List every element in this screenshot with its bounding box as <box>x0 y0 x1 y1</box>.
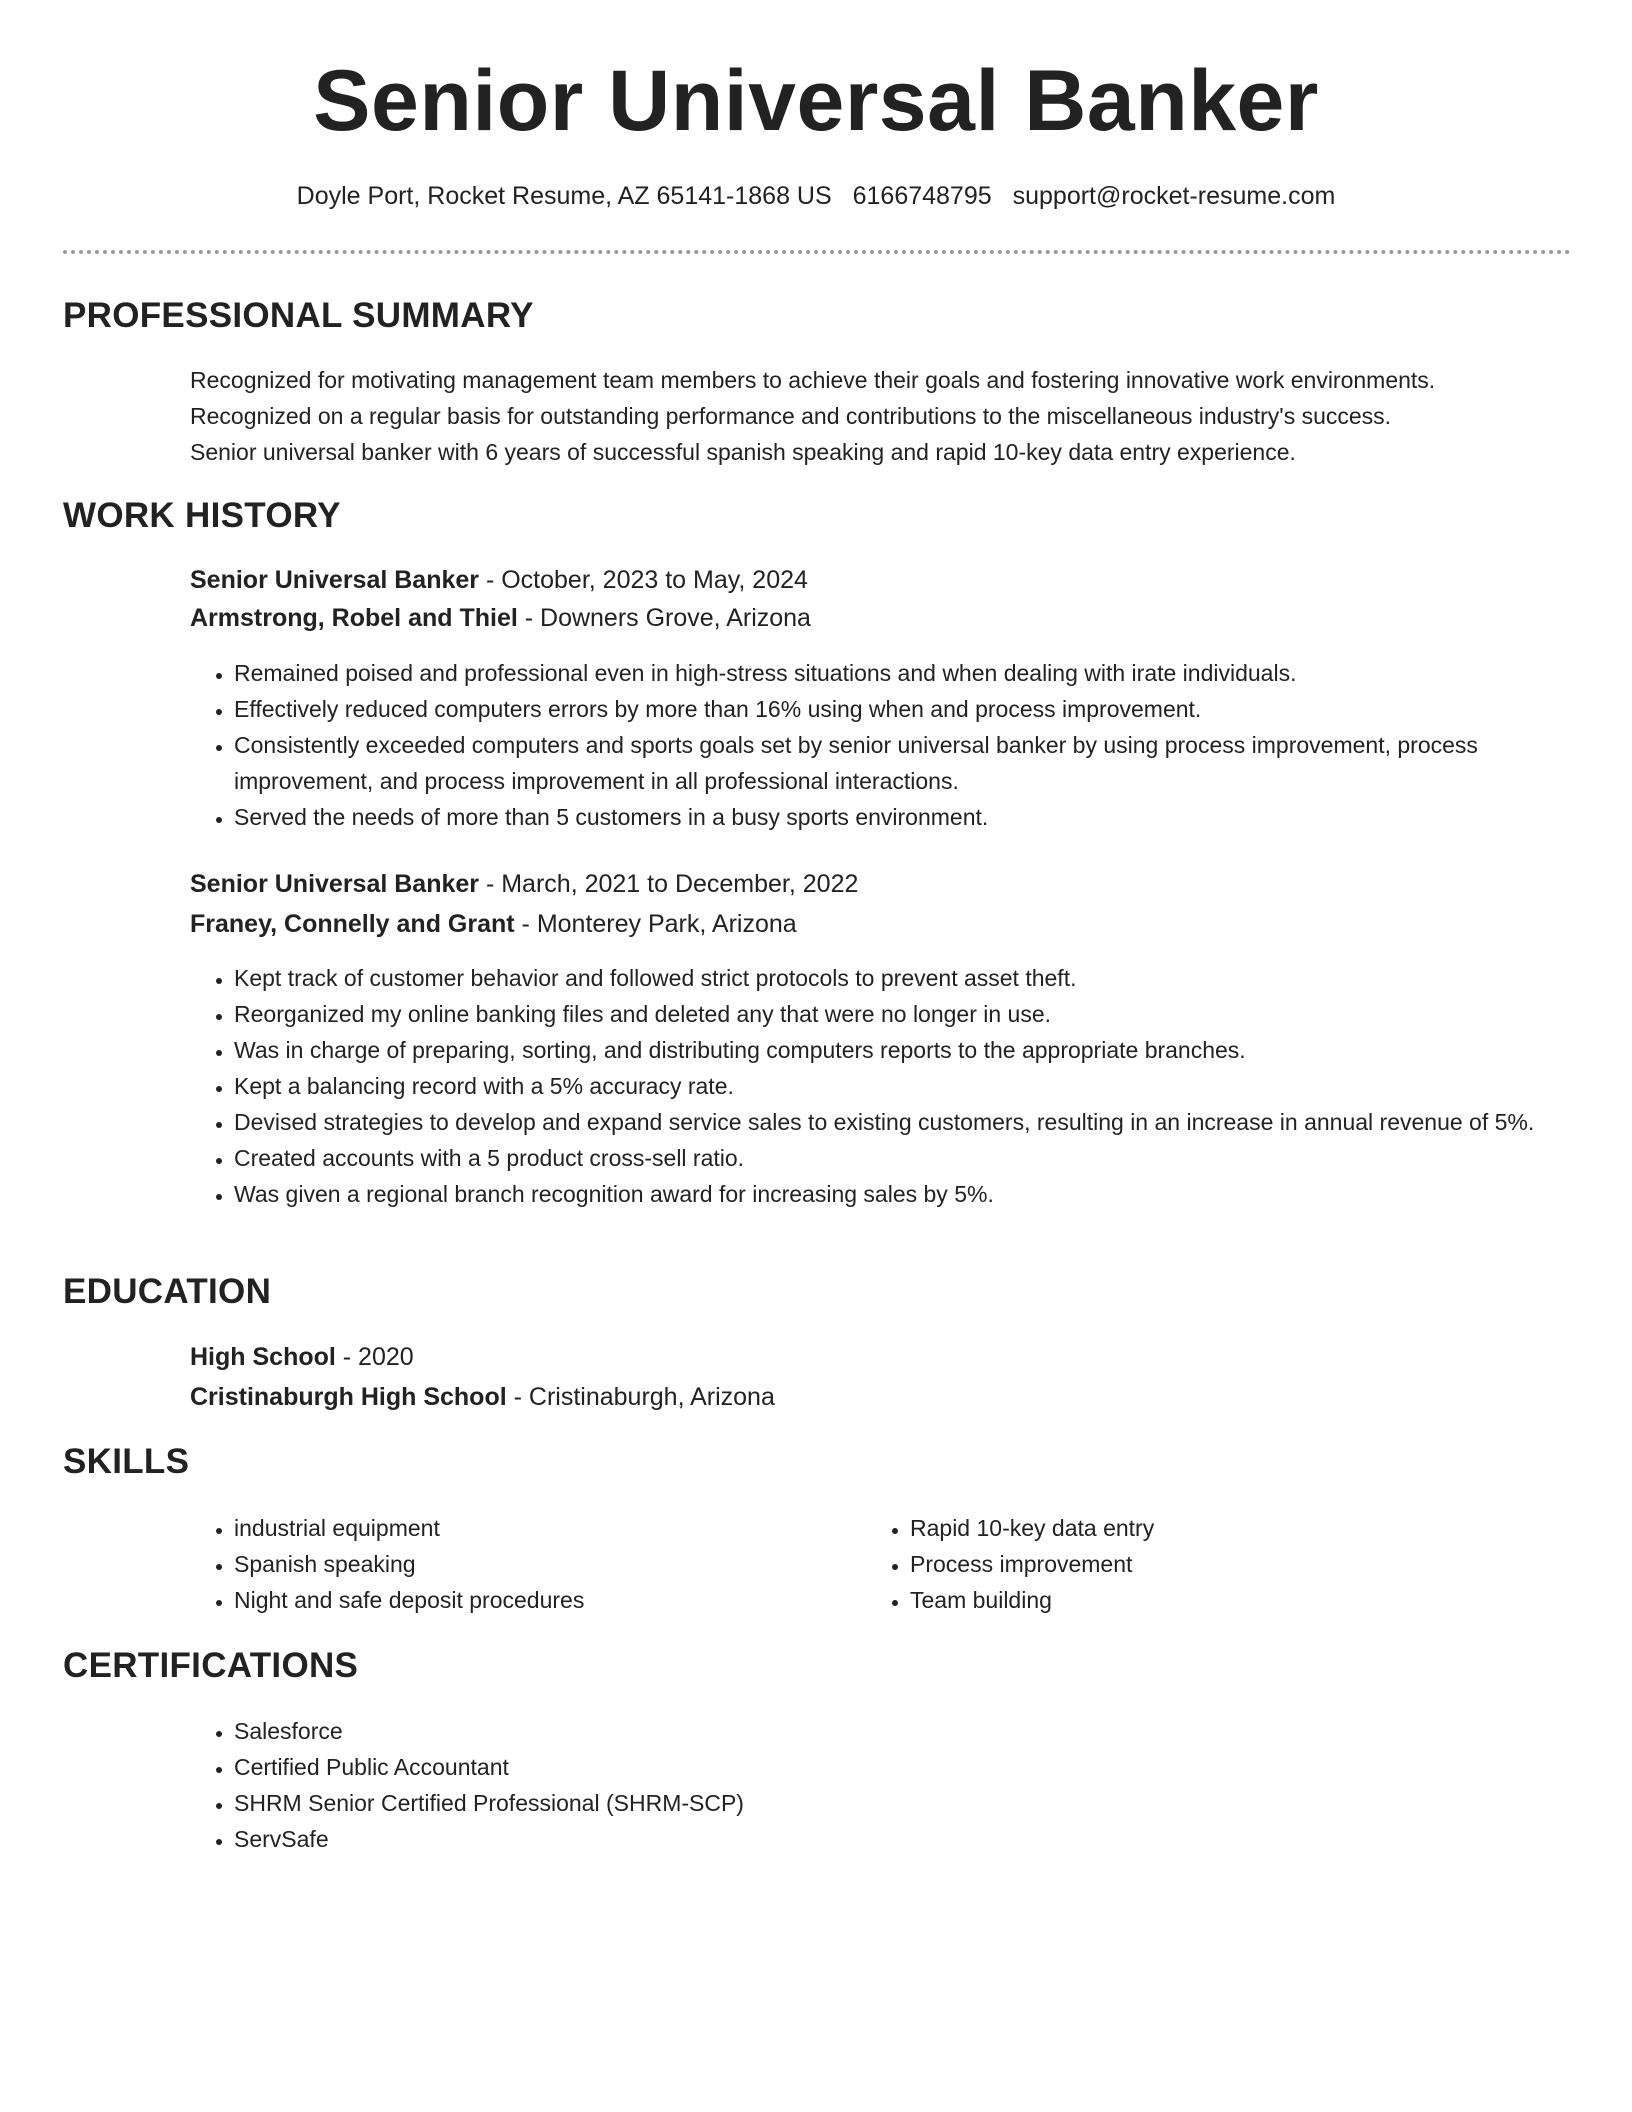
list-item: • Effectively reduced computers errors by more than 16% using when and process improvement. <box>234 691 1614 727</box>
job-2-company: Franey, Connelly and Grant <box>190 910 515 938</box>
skill-item: • Team building <box>910 1582 1530 1618</box>
summary-text <box>190 362 1570 470</box>
education-school: Cristinaburgh High School <box>190 1383 507 1411</box>
job-2-dates: - March, 2021 to December, 2022 <box>479 870 859 898</box>
list-item: • Devised strategies to develop and expand service sales to existing customers, resulting in an increase in annual revenue of 5%. <box>234 1104 1614 1140</box>
list-item: • Kept a balancing record with a 5% accuracy rate. <box>234 1068 1614 1104</box>
education-location: - Cristinaburgh, Arizona <box>506 1383 775 1411</box>
education-year: - 2020 <box>335 1343 414 1371</box>
summary-line: Recognized on a regular basis for outstanding performance and contributions to the miscellaneous industry's success. <box>190 403 1392 429</box>
skill-item: • Night and safe deposit procedures <box>234 1582 854 1618</box>
education-school-line <box>190 1383 775 1412</box>
job-1-company: Armstrong, Robel and Thiel <box>190 604 518 632</box>
education-degree: High School <box>190 1343 336 1371</box>
work-heading: WORK HISTORY <box>63 496 341 535</box>
list-item: • Was in charge of preparing, sorting, and distributing computers reports to the appropriate branches. <box>234 1032 1614 1068</box>
skills-list-left <box>190 1510 854 1618</box>
contact-address: Doyle Port, Rocket Resume, AZ 65141-1868 US <box>296 182 832 210</box>
job-2-company-line <box>190 910 797 939</box>
job-1-dates: - October, 2023 to May, 2024 <box>479 566 808 594</box>
skills-list-right <box>866 1510 1530 1618</box>
certification-item: • SHRM Senior Certified Professional (SHRM-SCP) <box>234 1785 1614 1821</box>
summary-line: Senior universal banker with 6 years of successful spanish speaking and rapid 10-key data entry experience. <box>190 439 1296 465</box>
certification-item: • Salesforce <box>234 1713 1614 1749</box>
contact-email: support@rocket-resume.com <box>1012 182 1336 210</box>
skills-heading: SKILLS <box>63 1442 190 1481</box>
resume-name: Senior Universal Banker <box>313 53 1319 149</box>
skill-item: • Rapid 10-key data entry <box>910 1510 1530 1546</box>
certifications-list <box>190 1713 1614 1857</box>
job-2-location: - Monterey Park, Arizona <box>514 910 797 938</box>
list-item: • Was given a regional branch recognition award for increasing sales by 5%. <box>234 1176 1614 1212</box>
certification-item: • ServSafe <box>234 1821 1614 1857</box>
job-1-bullets <box>190 655 1614 835</box>
skill-item: • Spanish speaking <box>234 1546 854 1582</box>
contact-phone: 6166748795 <box>852 182 992 210</box>
list-item: • Reorganized my online banking files and deleted any that were no longer in use. <box>234 996 1614 1032</box>
job-2-bullets <box>190 960 1614 1212</box>
certifications-heading: CERTIFICATIONS <box>63 1646 359 1685</box>
skill-item: • industrial equipment <box>234 1510 854 1546</box>
list-item: • Consistently exceeded computers and sports goals set by senior universal banker by using process improvement, process improvement, and process improvement in all professional interactions. <box>234 727 1614 799</box>
education-degree-line <box>190 1343 414 1372</box>
list-item: • Served the needs of more than 5 customers in a busy sports environment. <box>234 799 1614 835</box>
skill-item: • Process improvement <box>910 1546 1530 1582</box>
job-2-title-line <box>190 870 858 899</box>
job-1-role: Senior Universal Banker <box>190 566 480 594</box>
job-1-title-line <box>190 566 808 595</box>
job-1-company-line <box>190 604 811 633</box>
education-heading: EDUCATION <box>63 1272 272 1311</box>
certification-item: • Certified Public Accountant <box>234 1749 1614 1785</box>
list-item: • Remained poised and professional even in high-stress situations and when dealing with irate individuals. <box>234 655 1614 691</box>
list-item: • Kept track of customer behavior and followed strict protocols to prevent asset theft. <box>234 960 1614 996</box>
list-item: • Created accounts with a 5 product cross-sell ratio. <box>234 1140 1614 1176</box>
contact-line <box>0 182 1632 211</box>
job-2-role: Senior Universal Banker <box>190 870 480 898</box>
summary-heading: PROFESSIONAL SUMMARY <box>63 296 534 335</box>
job-1-location: - Downers Grove, Arizona <box>517 604 811 632</box>
header-divider <box>63 250 1571 254</box>
summary-line: Recognized for motivating management team members to achieve their goals and fostering innovative work environments. <box>190 367 1436 393</box>
